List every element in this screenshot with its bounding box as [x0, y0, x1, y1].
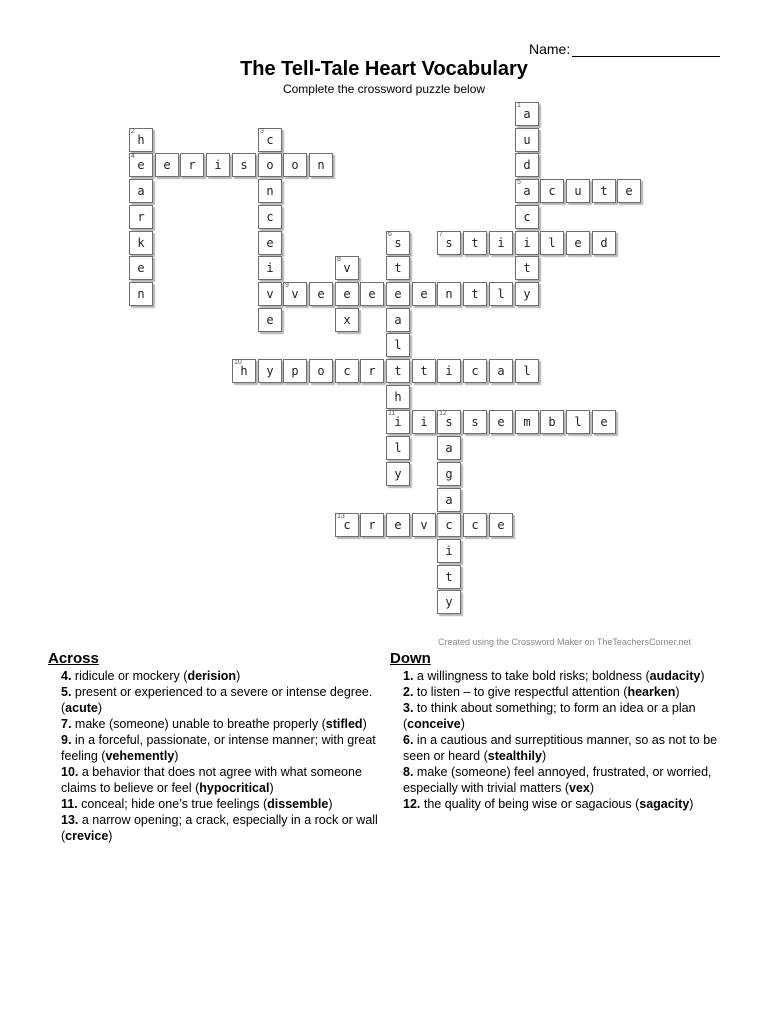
clue-text: a narrow opening; a crack, especially in a rock or wall ( — [61, 813, 378, 843]
grid-letter: t — [523, 261, 531, 275]
grid-cell[interactable] — [258, 359, 282, 383]
grid-cell[interactable] — [283, 359, 307, 383]
grid-letter: s — [445, 236, 453, 250]
clue-number: 8. — [403, 765, 414, 779]
grid-cell[interactable] — [489, 359, 513, 383]
grid-cell[interactable] — [515, 231, 539, 255]
grid-cell[interactable] — [592, 179, 616, 203]
grid-letter: d — [600, 236, 608, 250]
grid-cell[interactable] — [386, 359, 410, 383]
grid-cell[interactable] — [412, 282, 436, 306]
clue-item — [48, 812, 378, 844]
grid-letter: i — [445, 364, 453, 378]
grid-letter: d — [523, 158, 531, 172]
grid-letter: o — [266, 158, 274, 172]
grid-cell[interactable] — [540, 179, 564, 203]
grid-letter: e — [137, 158, 145, 172]
grid-letter: h — [240, 364, 248, 378]
grid-letter: c — [266, 210, 274, 224]
grid-cell[interactable] — [386, 436, 410, 460]
grid-cell[interactable] — [412, 410, 436, 434]
clue-number: 11 — [388, 410, 396, 417]
grid-cell[interactable] — [437, 539, 461, 563]
grid-cell[interactable] — [489, 282, 513, 306]
grid-cell[interactable] — [258, 205, 282, 229]
grid-cell[interactable] — [437, 462, 461, 486]
grid-cell[interactable] — [540, 231, 564, 255]
grid-cell[interactable] — [566, 410, 590, 434]
clue-end: ) — [362, 717, 367, 731]
clue-answer: acute — [65, 701, 98, 715]
grid-letter: t — [394, 364, 402, 378]
grid-cell[interactable] — [232, 359, 256, 383]
grid-cell[interactable] — [360, 513, 384, 537]
grid-letter: l — [574, 415, 582, 429]
grid-letter: v — [420, 518, 428, 532]
clue-end: ) — [689, 797, 694, 811]
grid-cell[interactable] — [437, 565, 461, 589]
clue-item — [48, 732, 378, 764]
grid-cell[interactable] — [463, 410, 487, 434]
grid-cell[interactable] — [283, 153, 307, 177]
clue-end: ) — [700, 669, 705, 683]
grid-cell[interactable] — [155, 153, 179, 177]
grid-cell[interactable] — [437, 488, 461, 512]
clue-end: ) — [97, 701, 102, 715]
grid-letter: a — [445, 493, 453, 507]
down-clues — [390, 650, 730, 812]
grid-letter: r — [137, 210, 145, 224]
grid-cell[interactable] — [437, 590, 461, 614]
grid-cell[interactable] — [437, 359, 461, 383]
grid-letter: k — [137, 236, 145, 250]
grid-cell[interactable] — [412, 513, 436, 537]
page-title: The Tell-Tale Heart Vocabulary — [240, 58, 528, 80]
clue-number: 13. — [61, 813, 79, 827]
grid-letter: t — [471, 287, 479, 301]
grid-letter: c — [445, 518, 453, 532]
clue-end: ) — [269, 781, 274, 795]
clue-answer: stifled — [325, 717, 363, 731]
grid-cell[interactable] — [515, 179, 539, 203]
grid-cell[interactable] — [258, 179, 282, 203]
clue-end: ) — [675, 685, 680, 699]
grid-cell[interactable] — [258, 231, 282, 255]
grid-letter: i — [523, 236, 531, 250]
grid-letter: u — [523, 133, 531, 147]
grid-cell[interactable] — [463, 282, 487, 306]
clue-text: to listen – to give respectful attention ( — [413, 685, 628, 699]
grid-letter: g — [445, 467, 453, 481]
clue-number: 3. — [403, 701, 414, 715]
page-subtitle: Complete the crossword puzzle below — [282, 82, 486, 96]
clue-number: 7 — [439, 231, 443, 238]
grid-cell[interactable] — [617, 179, 641, 203]
clue-end: ) — [108, 829, 113, 843]
grid-cell[interactable] — [515, 205, 539, 229]
grid-cell[interactable] — [515, 282, 539, 306]
clue-item — [390, 668, 730, 684]
grid-letter: i — [445, 544, 453, 558]
grid-letter: e — [368, 287, 376, 301]
clue-answer: stealthily — [487, 749, 542, 763]
grid-cell[interactable] — [309, 153, 333, 177]
grid-letter: e — [266, 313, 274, 327]
grid-cell[interactable] — [386, 333, 410, 357]
grid-letter: i — [214, 158, 222, 172]
grid-letter: a — [497, 364, 505, 378]
grid-letter: i — [497, 236, 505, 250]
clue-answer: crevice — [65, 829, 109, 843]
grid-cell[interactable] — [129, 179, 153, 203]
clue-end: ) — [589, 781, 595, 795]
grid-letter: e — [625, 184, 633, 198]
grid-cell[interactable] — [540, 410, 564, 434]
clue-number: 9. — [61, 733, 72, 747]
clue-answer: dissemble — [267, 797, 329, 811]
grid-letter: e — [394, 518, 402, 532]
grid-cell[interactable] — [129, 205, 153, 229]
clue-item — [48, 716, 378, 732]
grid-cell[interactable] — [309, 282, 333, 306]
grid-letter: c — [548, 184, 556, 198]
grid-cell[interactable] — [386, 231, 410, 255]
grid-cell[interactable] — [386, 385, 410, 409]
grid-letter: e — [497, 518, 505, 532]
clue-text: make (someone) feel annoyed, frustrated, or worried, especially with trivial matters ( — [403, 765, 712, 795]
clue-number: 5 — [517, 179, 521, 186]
grid-cell[interactable] — [360, 359, 384, 383]
clue-number: 2 — [131, 128, 135, 135]
grid-letter: s — [445, 415, 453, 429]
clue-end: ) — [236, 669, 241, 683]
clue-text: ridicule or mockery ( — [71, 669, 188, 683]
grid-letter: o — [291, 158, 299, 172]
grid-cell[interactable] — [386, 462, 410, 486]
clue-answer: vehemently — [105, 749, 175, 763]
grid-letter: l — [548, 236, 556, 250]
grid-cell[interactable] — [232, 153, 256, 177]
clue-number: 6 — [388, 231, 392, 238]
grid-cell[interactable] — [129, 282, 153, 306]
grid-letter: u — [574, 184, 582, 198]
grid-cell[interactable] — [463, 513, 487, 537]
grid-letter: n — [266, 184, 274, 198]
grid-cell[interactable] — [515, 102, 539, 126]
grid-letter: n — [137, 287, 145, 301]
grid-cell[interactable] — [566, 231, 590, 255]
grid-cell[interactable] — [489, 231, 513, 255]
grid-letter: v — [343, 261, 351, 275]
grid-cell[interactable] — [386, 282, 410, 306]
grid-letter: n — [445, 287, 453, 301]
clue-number: 11. — [61, 797, 78, 811]
clue-answer: hypocritical — [199, 781, 270, 795]
grid-cell[interactable] — [335, 308, 359, 332]
grid-cell[interactable] — [258, 256, 282, 280]
grid-cell[interactable] — [360, 282, 384, 306]
clue-item — [390, 796, 730, 812]
grid-letter: t — [394, 261, 402, 275]
credit-line: Created using the Crossword Maker on TheTeachersCorner.net — [438, 637, 691, 647]
grid-cell[interactable] — [129, 128, 153, 152]
clue-answer: sagacity — [639, 797, 690, 811]
clue-number: 4 — [131, 153, 135, 160]
grid-cell[interactable] — [437, 410, 461, 434]
grid-letter: e — [266, 236, 274, 250]
grid-cell[interactable] — [515, 410, 539, 434]
clue-number: 5. — [61, 685, 72, 699]
clue-number: 8 — [337, 256, 341, 263]
grid-cell[interactable] — [386, 308, 410, 332]
grid-letter: r — [368, 518, 376, 532]
clue-answer: hearken — [627, 685, 676, 699]
grid-letter: e — [600, 415, 608, 429]
clue-number: 10 — [234, 359, 242, 366]
grid-letter: i — [394, 415, 402, 429]
grid-cell[interactable] — [180, 153, 204, 177]
grid-cell[interactable] — [463, 231, 487, 255]
grid-cell[interactable] — [386, 513, 410, 537]
grid-letter: l — [497, 287, 505, 301]
grid-cell[interactable] — [566, 179, 590, 203]
grid-letter: e — [343, 287, 351, 301]
grid-cell[interactable] — [129, 231, 153, 255]
grid-letter: m — [523, 415, 531, 429]
grid-cell[interactable] — [206, 153, 230, 177]
clue-number: 9 — [285, 282, 289, 289]
grid-cell[interactable] — [463, 359, 487, 383]
clue-end: ) — [541, 749, 547, 763]
grid-cell[interactable] — [515, 153, 539, 177]
grid-letter: e — [317, 287, 325, 301]
grid-letter: l — [523, 364, 531, 378]
grid-letter: h — [137, 133, 145, 147]
grid-letter: x — [343, 313, 351, 327]
grid-letter: e — [163, 158, 171, 172]
clue-text: conceal; hide one’s true feelings ( — [77, 797, 268, 811]
grid-cell[interactable] — [437, 282, 461, 306]
grid-cell[interactable] — [437, 231, 461, 255]
grid-letter: a — [445, 441, 453, 455]
grid-cell[interactable] — [335, 513, 359, 537]
grid-letter: t — [600, 184, 608, 198]
clue-item — [390, 700, 730, 732]
grid-letter: s — [240, 158, 248, 172]
clue-text: in a forceful, passionate, or intense manner; with great feeling ( — [61, 733, 376, 763]
grid-letter: y — [266, 364, 274, 378]
clue-number: 12. — [403, 797, 421, 811]
grid-letter: r — [188, 158, 196, 172]
grid-cell[interactable] — [129, 256, 153, 280]
grid-letter: c — [471, 518, 479, 532]
clue-answer: vex — [569, 781, 590, 795]
grid-letter: e — [497, 415, 505, 429]
clue-number: 6. — [403, 733, 414, 747]
clue-number: 3 — [260, 128, 264, 135]
grid-letter: l — [394, 338, 402, 352]
clue-item — [48, 796, 378, 812]
across-clues — [48, 650, 378, 844]
grid-letter: p — [291, 364, 299, 378]
across-heading: Across — [48, 650, 99, 667]
grid-letter: i — [266, 261, 274, 275]
clue-end: ) — [174, 749, 179, 763]
grid-letter: e — [574, 236, 582, 250]
clue-text: the quality of being wise or sagacious ( — [420, 797, 640, 811]
grid-letter: h — [394, 390, 402, 404]
grid-cell[interactable] — [335, 359, 359, 383]
clue-text: make (someone) unable to breathe properly ( — [71, 717, 326, 731]
grid-cell[interactable] — [258, 153, 282, 177]
grid-letter: y — [523, 287, 531, 301]
grid-cell[interactable] — [437, 436, 461, 460]
clue-number: 7. — [61, 717, 72, 731]
clue-text: present or experienced to a severe or intense degree. ( — [61, 685, 373, 715]
grid-letter: y — [394, 467, 402, 481]
clue-item — [48, 684, 378, 716]
grid-letter: e — [420, 287, 428, 301]
clue-item — [390, 684, 730, 700]
clue-end: ) — [460, 717, 465, 731]
clue-answer: conceive — [407, 717, 461, 731]
grid-letter: a — [137, 184, 145, 198]
grid-letter: b — [548, 415, 556, 429]
clue-item — [390, 764, 730, 796]
grid-letter: l — [394, 441, 402, 455]
grid-cell[interactable] — [592, 231, 616, 255]
clue-text: a behavior that does not agree with what someone claims to believe or feel ( — [61, 765, 362, 795]
grid-cell[interactable] — [335, 256, 359, 280]
clue-number: 2. — [403, 685, 414, 699]
grid-letter: e — [394, 287, 402, 301]
clue-number: 1. — [403, 669, 414, 683]
grid-cell[interactable] — [489, 513, 513, 537]
grid-cell[interactable] — [412, 359, 436, 383]
clue-answer: audacity — [649, 669, 701, 683]
clue-item — [390, 732, 730, 764]
grid-cell[interactable] — [515, 128, 539, 152]
grid-cell[interactable] — [386, 256, 410, 280]
clue-text: in a cautious and surreptitious manner, so as not to be seen or heard ( — [403, 733, 718, 763]
grid-letter: a — [394, 313, 402, 327]
grid-letter: t — [445, 570, 453, 584]
clue-number: 12 — [439, 410, 447, 417]
grid-cell[interactable] — [309, 359, 333, 383]
grid-letter: y — [445, 595, 453, 609]
grid-cell[interactable] — [515, 256, 539, 280]
grid-cell[interactable] — [437, 513, 461, 537]
grid-cell[interactable] — [283, 282, 307, 306]
grid-letter: i — [420, 415, 428, 429]
grid-letter: c — [523, 210, 531, 224]
grid-letter: t — [471, 236, 479, 250]
down-heading: Down — [390, 650, 431, 667]
clue-answer: derision — [187, 669, 237, 683]
grid-cell[interactable] — [515, 359, 539, 383]
name-label: Name: — [529, 41, 571, 57]
clue-item — [48, 764, 378, 796]
grid-letter: v — [266, 287, 274, 301]
clue-number: 10. — [61, 765, 79, 779]
grid-letter: a — [523, 107, 531, 121]
grid-letter: t — [420, 364, 428, 378]
grid-cell[interactable] — [258, 282, 282, 306]
grid-letter: c — [343, 364, 351, 378]
clue-text: to think about something; to form an idea or a plan ( — [403, 701, 696, 731]
clue-end: ) — [328, 797, 333, 811]
grid-letter: s — [471, 415, 479, 429]
clue-text: a willingness to take bold risks; boldness ( — [413, 669, 650, 683]
grid-letter: c — [266, 133, 274, 147]
clue-number: 4. — [61, 669, 72, 683]
grid-letter: c — [343, 518, 351, 532]
grid-letter: s — [394, 236, 402, 250]
grid-letter: v — [291, 287, 299, 301]
clue-number: 13 — [337, 513, 345, 520]
grid-letter: a — [523, 184, 531, 198]
grid-letter: c — [471, 364, 479, 378]
clue-number: 1 — [517, 102, 521, 109]
grid-letter: e — [137, 261, 145, 275]
grid-cell[interactable] — [129, 153, 153, 177]
clue-item — [48, 668, 378, 684]
grid-letter: r — [368, 364, 376, 378]
grid-cell[interactable] — [335, 282, 359, 306]
grid-letter: n — [317, 158, 325, 172]
grid-cell[interactable] — [258, 128, 282, 152]
grid-cell[interactable] — [386, 410, 410, 434]
grid-cell[interactable] — [489, 410, 513, 434]
grid-cell[interactable] — [592, 410, 616, 434]
grid-letter: o — [317, 364, 325, 378]
grid-cell[interactable] — [258, 308, 282, 332]
